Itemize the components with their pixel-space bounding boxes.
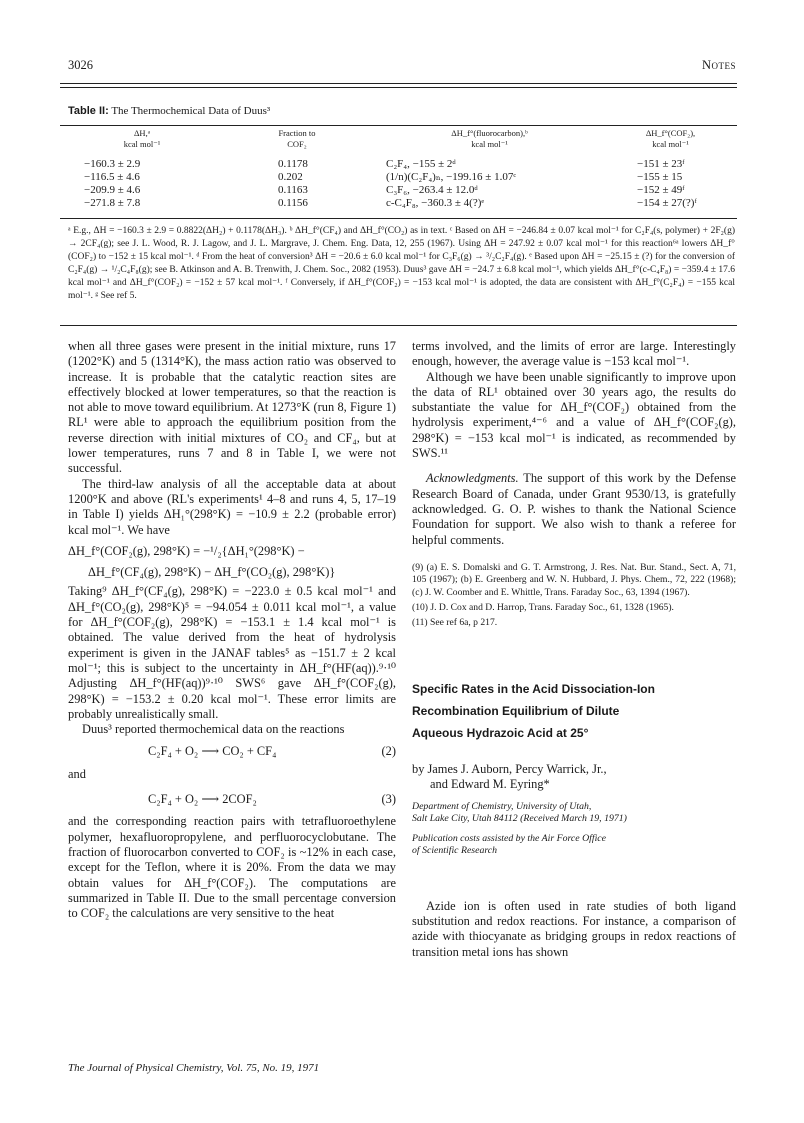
- affiliation: Department of Chemistry, University of Utah, Salt Lake City, Utah 84112 (Received March 19, 1971): [412, 800, 627, 824]
- equation-line: ΔH_f°(CF₄(g), 298°K) − ΔH_f°(CO₂(g), 298°K)}: [88, 565, 336, 580]
- reference-item: (10) J. D. Cox and D. Harrop, Trans. Faraday Soc., 61, 1328 (1965).: [412, 602, 674, 614]
- equation-line: ΔH_f°(COF₂(g), 298°K) = −¹/₂{ΔH₁°(298°K) −: [68, 543, 305, 558]
- table-cell: −209.9 ± 4.6: [84, 184, 141, 196]
- reference-item: (11) See ref 6a, p 217.: [412, 617, 498, 629]
- table-cell: 0.1163: [278, 184, 308, 196]
- equation-2: C₂F₄ + O₂ ⟶ CO₂ + CF₄ (2): [148, 744, 396, 759]
- table-cell: −155 ± 15: [637, 171, 683, 183]
- header-fraction: Fraction to COF₂: [278, 128, 316, 149]
- reference-item: (9) (a) E. S. Domalski and G. T. Armstrong, J. Res. Nat. Bur. Stand., Sect. A, 71, 105 (1967); (b) E. Greenberg and W. N. Hubbard, J. Phys. Chem., 72, 222 (1968); (c) J. W. Coomber and E. Whittle, Trans. Faraday Soc., 63, 1394 (1967).: [412, 561, 736, 598]
- header-rule-thin: [60, 87, 737, 88]
- table-cell: 0.202: [278, 171, 303, 183]
- right-column: [412, 339, 736, 960]
- table-footnotes: ᵃ E.g., ΔH = −160.3 ± 2.9 = 0.8822(ΔH₂) + 0.1178(ΔH₃). ᵇ ΔH_f°(CF₄) and ΔH_f°(CO₂) as in text. ᶜ Based on ΔH = −246.84 ± 0.07 kcal mol⁻¹ for C₂F₄(s, polymer) + 2F₂(g) → 2CF₄(g); see J. L. Wood, R. J. Lagow, and J. L. Margrave, J. Chem. Eng. Data, 12, 255 (1967). Using ΔH = 247.92 ± 0.07 kcal mol⁻¹ for this reaction⁶ᵃ lowers ΔH_f°(COF₂) to −152 ± 15 kcal mol⁻¹. ᵈ From the heat of conversion³ ΔH = −20.6 ± 6.0 kcal mol⁻¹ for C₃F₆(g) → ³/₂C₂F₄(g). ᵉ Based upon ΔH = −25.15 ± (?) for the conversion of C₂F₄(g) → ¹/₂C₄F₈(g); see B. Atkinson and A. B. Trenwith, J. Chem. Soc., 2082 (1953). Duus³ gave ΔH = −24.7 ± 6.8 kcal mol⁻¹, which yields ΔH_f°(c-C₄F₈) = −359.4 ± 17.6 kcal mol⁻¹ and ΔH_f°(COF₂) = −152 ± 57 kcal mol⁻¹. ᶠ Conversely, if ΔH_f°(COF₂) = −153 kcal mol⁻¹ is adopted, the data are consistent with ΔH_f°(C₂F₄) = −155 kcal mol⁻¹. ᵍ See ref 5.: [68, 226, 735, 301]
- table-cell: C₂F₄, −155 ± 2ᵈ: [386, 158, 456, 170]
- table-row: [62, 158, 734, 171]
- table-cell: −271.8 ± 7.8: [84, 197, 141, 209]
- table-cell: (1/n)(C₂F₄)ₙ, −199.16 ± 1.07ᶜ: [386, 171, 517, 183]
- table-caption-text: The Thermochemical Data of Duus³: [111, 105, 271, 117]
- paragraph: Duus³ reported thermochemical data on the reactions: [82, 722, 345, 737]
- section-title: Notes: [701, 58, 736, 72]
- table-cell: 0.1156: [278, 197, 308, 209]
- table-caption-label: Table II:: [68, 105, 109, 117]
- table-cell: −154 ± 27(?)ᶠ: [637, 197, 697, 209]
- conjunction: and: [68, 766, 86, 781]
- header-fluorocarbon: ΔH_f°(fluorocarbon),ᵇ kcal mol⁻¹: [451, 128, 528, 149]
- table-cell: 0.1178: [278, 158, 308, 170]
- header-cof2: ΔH_f°(COF₂), kcal mol⁻¹: [645, 128, 696, 149]
- table-cell: −152 ± 49ᶠ: [637, 184, 685, 196]
- abstract-paragraph: Azide ion is often used in rate studies of both ligand substitution and redox reactions. For instance, a comparison of azide with thiocyanate as bridging groups in redox reactions of transition metal ions has shown: [412, 898, 736, 959]
- table-bottom-rule: [60, 218, 737, 219]
- left-column: [68, 339, 396, 921]
- header-delta-h: ΔH,ᵃ kcal mol⁻¹: [123, 128, 161, 149]
- table-row: [62, 171, 734, 184]
- acknowledgments-label: Acknowledgments.: [426, 471, 519, 486]
- paragraph: terms involved, and the limits of error are large. Interestingly enough, however, the average value is −153 kcal mol⁻¹.: [412, 339, 736, 369]
- paragraph: Taking⁹ ΔH_f°(CF₄(g), 298°K) = −223.0 ± 0.5 kcal mol⁻¹ and ΔH_f°(CO₂(g), 298°K)⁵ = −94.054 ± 0.011 kcal mol⁻¹, a value for ΔH_f°(COF₂(g), 298°K) = −153.1 ± 1.4 kcal mol⁻¹ is obtained. The value derived from the heat of hydrolysis experiment is given in the JANAF tables⁵ as −151.7 ± 2 kcal mol⁻¹; this is subject to the uncertainty in ΔH_f°(HF(aq)).⁹·¹⁰ Adjusting ΔH_f°(HF(aq))⁹·¹⁰ SWS⁶ gave ΔH_f°(COF₂(g), 298°K) = −153.2 ± 0.20 kcal mol⁻¹. These error limits are probably unrealistically small.: [68, 584, 396, 721]
- table-cell: c-C₄F₈, −360.3 ± 4(?)ᵉ: [386, 197, 485, 209]
- table-header-row: [62, 128, 734, 158]
- journal-footer: The Journal of Physical Chemistry, Vol. 75, No. 19, 1971: [68, 1062, 320, 1074]
- paragraph: when all three gases were present in the initial mixture, runs 17 (1202°K) and 5 (1314°K), the mass action ratio was observed to increase. It is probable that the catalytic reaction sites are effectively blocked at lower temperatures, so that the reaction is not able to move toward equilibrium. At 1273°K (run 8, Figure 1) RL¹ were able to approach the equilibrium position from the reverse direction with initial mixtures of CO₂ and CF₄, but at lower temperatures, runs 7 and 8 in Table I, we were not successful.: [68, 339, 396, 476]
- paragraph: The third-law analysis of all the acceptable data at about 1200°K and above (RL's experiments¹ 4–8 and runs 4, 5, 17–19 in Table I) yields ΔH₁°(298°K) = −10.9 ± 2.2 (probable error) kcal mol⁻¹. We have: [68, 476, 396, 537]
- paragraph: and the corresponding reaction pairs with tetrafluoroethylene polymer, hexafluoropropylene, and perfluorocyclobutane. The fraction of fluorocarbon converted to COF₂ is ~12% in each case, except for the Teflon, where it is 20%. From the data we may obtain values for ΔH_f°(COF₂). The computations are summarized in Table II. Due to the small percentage conversion to COF₂ the calculations are very sensitive to the heat: [68, 814, 396, 921]
- equation-number: (3): [381, 792, 396, 807]
- table-top-rule: [60, 125, 737, 126]
- publication-costs: Publication costs assisted by the Air Force Office of Scientific Research: [412, 832, 607, 856]
- table-row: [62, 184, 734, 197]
- authors: by James J. Auborn, Percy Warrick, Jr., and Edward M. Eyring*: [412, 761, 607, 792]
- references: [412, 562, 736, 630]
- table-cell: −160.3 ± 2.9: [84, 158, 141, 170]
- header-rule: [60, 83, 737, 84]
- thermochemical-table: [62, 128, 734, 210]
- acknowledgments: Acknowledgments. The support of this work by the Defense Research Board of Canada, under Grant 9530/13, is gratefully acknowledged. G. O. P. wishes to thank the National Science Foundation for support. We also wish to thank a referee for helpful comments.: [412, 471, 736, 547]
- table-caption: [68, 105, 270, 117]
- paragraph: Although we have been unable significantly to improve upon the data of RL¹ obtained over 30 years ago, the results do substantiate the value for ΔH_f°(COF₂) obtained from the hydrolysis experiment,⁴⁻⁶ and a value of ΔH_f°(COF₂(g), 298°K) = −153 kcal mol⁻¹ is indicated, as recommended by SWS.¹¹: [412, 369, 736, 461]
- table-cell: C₃F₆, −263.4 ± 12.0ᵈ: [386, 184, 478, 196]
- table-cell: −151 ± 23ᶠ: [637, 158, 685, 170]
- equation-number: (2): [381, 744, 396, 759]
- equation-3: C₂F₄ + O₂ ⟶ 2COF₂ (3): [148, 792, 396, 807]
- table-row: [62, 197, 734, 210]
- page-number: 3026: [68, 58, 93, 72]
- table-cell: −116.5 ± 4.6: [84, 171, 140, 183]
- section-rule: [60, 325, 737, 326]
- article-title: Specific Rates in the Acid Dissociation-Ion Recombination Equilibrium of Dilute Aqueous Hydrazoic Acid at 25°: [412, 681, 655, 740]
